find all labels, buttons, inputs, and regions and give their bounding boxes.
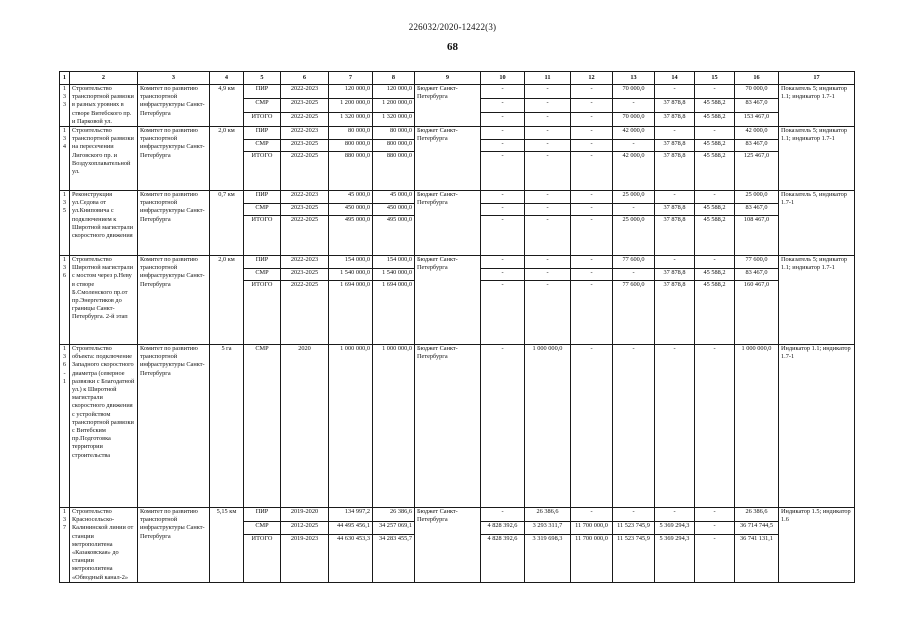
year-amount-cell: - <box>571 152 613 191</box>
year-amount-cell: 25 000,0 <box>735 191 779 204</box>
column-header: 5 <box>244 72 281 85</box>
year-amount-cell: 4 828 392,6 <box>481 535 525 583</box>
year-amount-cell: - <box>655 191 695 204</box>
year-amount-cell: 45 588,2 <box>695 269 735 281</box>
year-amount-cell: - <box>525 256 571 269</box>
year-amount-cell: - <box>481 256 525 269</box>
year-amount-cell: - <box>571 269 613 281</box>
table-row <box>60 85 855 99</box>
estimated-cost-cell: 120 000,0 <box>373 85 415 99</box>
year-amount-cell: - <box>481 281 525 345</box>
year-amount-cell: - <box>571 112 613 126</box>
column-header: 16 <box>735 72 779 85</box>
row-number-cell: 136-1 <box>60 345 70 508</box>
year-amount-cell: - <box>481 85 525 99</box>
funding-source-cell: Бюджет Санкт-Петербурга <box>415 256 481 345</box>
year-amount-cell: - <box>571 256 613 269</box>
year-amount-cell: - <box>481 140 525 152</box>
estimated-cost-cell: 34 283 455,7 <box>373 535 415 583</box>
column-number-row <box>60 72 855 85</box>
year-amount-cell: 1 000 000,0 <box>525 345 571 508</box>
year-amount-cell: 83 467,0 <box>735 269 779 281</box>
year-amount-cell: - <box>481 191 525 204</box>
year-amount-cell: - <box>613 99 655 112</box>
stage-type-cell: ПИР <box>244 256 281 269</box>
period-cell: 2022-2025 <box>281 152 329 191</box>
total-cost-cell: 800 000,0 <box>329 140 373 152</box>
funding-source-cell: Бюджет Санкт-Петербурга <box>415 191 481 256</box>
year-amount-cell: - <box>481 204 525 216</box>
stage-type-cell: ПИР <box>244 191 281 204</box>
funding-source-cell: Бюджет Санкт-Петербурга <box>415 508 481 583</box>
year-amount-cell: 45 588,2 <box>695 112 735 126</box>
year-amount-cell: 3 293 311,7 <box>525 522 571 535</box>
year-amount-cell: 45 588,2 <box>695 152 735 191</box>
year-amount-cell: 83 467,0 <box>735 99 779 112</box>
year-amount-cell: - <box>655 127 695 140</box>
year-amount-cell: 5 369 294,3 <box>655 522 695 535</box>
year-amount-cell: - <box>695 508 735 522</box>
customer-cell: Комитет по развитию транспортной инфраструктуры Санкт-Петербурга <box>138 127 210 191</box>
year-amount-cell: - <box>695 522 735 535</box>
year-amount-cell: 83 467,0 <box>735 204 779 216</box>
period-cell: 2022-2025 <box>281 216 329 256</box>
year-amount-cell: - <box>571 85 613 99</box>
year-amount-cell: - <box>481 269 525 281</box>
year-amount-cell: 37 878,8 <box>655 152 695 191</box>
year-amount-cell: - <box>695 535 735 583</box>
year-amount-cell: - <box>571 99 613 112</box>
year-amount-cell: 5 369 294,3 <box>655 535 695 583</box>
funding-source-cell: Бюджет Санкт-Петербурга <box>415 345 481 508</box>
year-amount-cell: 42 000,0 <box>613 127 655 140</box>
year-amount-cell: - <box>525 127 571 140</box>
year-amount-cell: 25 000,0 <box>613 191 655 204</box>
year-amount-cell: 77 600,0 <box>613 256 655 269</box>
year-amount-cell: - <box>525 85 571 99</box>
total-cost-cell: 134 997,2 <box>329 508 373 522</box>
year-amount-cell: 83 467,0 <box>735 140 779 152</box>
total-cost-cell: 45 000,0 <box>329 191 373 204</box>
year-amount-cell: - <box>613 345 655 508</box>
year-amount-cell: 11 700 000,0 <box>571 522 613 535</box>
period-cell: 2022-2023 <box>281 85 329 99</box>
year-amount-cell: - <box>655 345 695 508</box>
year-amount-cell: 45 588,2 <box>695 140 735 152</box>
object-name-cell: Строительство транспортной развязки на пересечении Лиговского пр. и Воздухоплавательной ул. <box>70 127 138 191</box>
year-amount-cell: 70 000,0 <box>613 112 655 126</box>
estimated-cost-cell: 80 000,0 <box>373 127 415 140</box>
table-row <box>60 191 855 204</box>
period-cell: 2022-2023 <box>281 127 329 140</box>
estimated-cost-cell: 1 200 000,0 <box>373 99 415 112</box>
year-amount-cell: - <box>525 269 571 281</box>
customer-cell: Комитет по развитию транспортной инфраструктуры Санкт-Петербурга <box>138 191 210 256</box>
year-amount-cell: - <box>571 191 613 204</box>
column-header: 3 <box>138 72 210 85</box>
estimated-cost-cell: 154 000,0 <box>373 256 415 269</box>
total-cost-cell: 495 000,0 <box>329 216 373 256</box>
year-amount-cell: - <box>695 345 735 508</box>
stage-type-cell: СМР <box>244 99 281 112</box>
year-amount-cell: - <box>571 345 613 508</box>
year-amount-cell: - <box>571 281 613 345</box>
estimated-cost-cell: 34 257 069,1 <box>373 522 415 535</box>
total-cost-cell: 154 000,0 <box>329 256 373 269</box>
estimated-cost-cell: 800 000,0 <box>373 140 415 152</box>
stage-type-cell: ИТОГО <box>244 152 281 191</box>
column-header: 11 <box>525 72 571 85</box>
year-amount-cell: 42 000,0 <box>735 127 779 140</box>
year-amount-cell: - <box>525 99 571 112</box>
table-row <box>60 508 855 522</box>
year-amount-cell: 153 467,0 <box>735 112 779 126</box>
column-header: 10 <box>481 72 525 85</box>
year-amount-cell: 45 588,2 <box>695 99 735 112</box>
estimated-cost-cell: 1 694 000,0 <box>373 281 415 345</box>
year-amount-cell: - <box>525 191 571 204</box>
year-amount-cell: 42 000,0 <box>613 152 655 191</box>
year-amount-cell: 11 523 745,9 <box>613 522 655 535</box>
period-cell: 2023-2025 <box>281 269 329 281</box>
year-amount-cell: 36 714 744,5 <box>735 522 779 535</box>
period-cell: 2022-2023 <box>281 191 329 204</box>
object-name-cell: Строительство Красносельско-Калининской линии от станции метрополитена «Казаковская» до станции метрополитена «Обводный канал-2» <box>70 508 138 583</box>
year-amount-cell: 77 600,0 <box>735 256 779 269</box>
object-name-cell: Строительство Широтной магистрали с мостом через р.Неву в створе Б.Смоленского пр.от пр.Энергетиков до границы Санкт-Петербурга. 2-й этап <box>70 256 138 345</box>
year-amount-cell: 36 741 131,1 <box>735 535 779 583</box>
period-cell: 2023-2025 <box>281 204 329 216</box>
indicator-cell: Индикатор 1.1; индикатор 1.7-1 <box>779 345 855 508</box>
indicator-cell: Показатель 5, индикатор 1.7-1 <box>779 191 855 256</box>
column-header: 2 <box>70 72 138 85</box>
capacity-cell: 4,9 км <box>210 85 244 127</box>
year-amount-cell: - <box>481 112 525 126</box>
year-amount-cell: - <box>695 127 735 140</box>
total-cost-cell: 120 000,0 <box>329 85 373 99</box>
stage-type-cell: СМР <box>244 140 281 152</box>
table-row <box>60 345 855 508</box>
year-amount-cell: - <box>525 281 571 345</box>
column-header: 4 <box>210 72 244 85</box>
row-number-cell: 133 <box>60 85 70 127</box>
year-amount-cell: 70 000,0 <box>735 85 779 99</box>
total-cost-cell: 1 540 000,0 <box>329 269 373 281</box>
capacity-cell: 2,0 км <box>210 127 244 191</box>
year-amount-cell: - <box>571 216 613 256</box>
period-cell: 2019-2020 <box>281 508 329 522</box>
customer-cell: Комитет по развитию транспортной инфраструктуры Санкт-Петербурга <box>138 85 210 127</box>
year-amount-cell: - <box>525 140 571 152</box>
estimated-cost-cell: 880 000,0 <box>373 152 415 191</box>
year-amount-cell: - <box>613 140 655 152</box>
total-cost-cell: 80 000,0 <box>329 127 373 140</box>
year-amount-cell: 125 467,0 <box>735 152 779 191</box>
year-amount-cell: - <box>481 152 525 191</box>
year-amount-cell: 77 600,0 <box>613 281 655 345</box>
funding-source-cell: Бюджет Санкт-Петербурга <box>415 127 481 191</box>
capacity-cell: 5 га <box>210 345 244 508</box>
period-cell: 2020 <box>281 345 329 508</box>
stage-type-cell: СМР <box>244 204 281 216</box>
year-amount-cell: 45 588,2 <box>695 281 735 345</box>
year-amount-cell: 37 878,8 <box>655 204 695 216</box>
stage-type-cell: СМР <box>244 345 281 508</box>
year-amount-cell: 45 588,2 <box>695 216 735 256</box>
customer-cell: Комитет по развитию транспортной инфраструктуры Санкт-Петербурга <box>138 256 210 345</box>
period-cell: 2023-2025 <box>281 99 329 112</box>
stage-type-cell: ИТОГО <box>244 112 281 126</box>
year-amount-cell: - <box>571 127 613 140</box>
indicator-cell: Индикатор 1.5; индикатор 1.6 <box>779 508 855 583</box>
funding-source-cell: Бюджет Санкт-Петербурга <box>415 85 481 127</box>
stage-type-cell: СМР <box>244 522 281 535</box>
total-cost-cell: 1 200 000,0 <box>329 99 373 112</box>
stage-type-cell: ИТОГО <box>244 535 281 583</box>
year-amount-cell: - <box>655 256 695 269</box>
indicator-cell: Показатель 5; индикатор 1.1; индикатор 1.7-1 <box>779 85 855 127</box>
year-amount-cell: 37 878,8 <box>655 99 695 112</box>
column-header: 9 <box>415 72 481 85</box>
year-amount-cell: 1 000 000,0 <box>735 345 779 508</box>
object-name-cell: Строительство транспортной развязки в разных уровнях в створе Витебского пр. и Парковой ул. <box>70 85 138 127</box>
year-amount-cell: 26 386,6 <box>525 508 571 522</box>
object-name-cell: Реконструкция ул.Седова от ул.Книповича с подключением к Широтной магистрали скоростного движения <box>70 191 138 256</box>
total-cost-cell: 450 000,0 <box>329 204 373 216</box>
column-header: 13 <box>613 72 655 85</box>
year-amount-cell: - <box>571 140 613 152</box>
stage-type-cell: ПИР <box>244 85 281 99</box>
column-header: 17 <box>779 72 855 85</box>
indicator-cell: Показатель 5; индикатор 1.1; индикатор 1.7-1 <box>779 127 855 191</box>
table-row <box>60 256 855 269</box>
capacity-cell: 0,7 км <box>210 191 244 256</box>
table-row <box>60 127 855 140</box>
estimated-cost-cell: 26 386,6 <box>373 508 415 522</box>
column-header: 14 <box>655 72 695 85</box>
total-cost-cell: 1 694 000,0 <box>329 281 373 345</box>
year-amount-cell: - <box>481 216 525 256</box>
year-amount-cell: - <box>695 85 735 99</box>
year-amount-cell: 45 588,2 <box>695 204 735 216</box>
year-amount-cell: 160 467,0 <box>735 281 779 345</box>
indicator-cell: Показатель 5; индикатор 1.1; индикатор 1.7-1 <box>779 256 855 345</box>
stage-type-cell: ПИР <box>244 508 281 522</box>
year-amount-cell: 3 319 698,3 <box>525 535 571 583</box>
year-amount-cell: - <box>655 85 695 99</box>
year-amount-cell: - <box>525 216 571 256</box>
estimated-cost-cell: 1 540 000,0 <box>373 269 415 281</box>
document-id: 226032/2020-12422(3) <box>408 22 497 32</box>
year-amount-cell: 37 878,8 <box>655 112 695 126</box>
customer-cell: Комитет по развитию транспортной инфраструктуры Санкт-Петербурга <box>138 508 210 583</box>
year-amount-cell: 25 000,0 <box>613 216 655 256</box>
period-cell: 2022-2025 <box>281 112 329 126</box>
row-number-cell: 136 <box>60 256 70 345</box>
total-cost-cell: 880 000,0 <box>329 152 373 191</box>
stage-type-cell: СМР <box>244 269 281 281</box>
year-amount-cell: - <box>613 508 655 522</box>
column-header: 12 <box>571 72 613 85</box>
year-amount-cell: 11 523 745,9 <box>613 535 655 583</box>
year-amount-cell: 37 878,8 <box>655 269 695 281</box>
total-cost-cell: 1 320 000,0 <box>329 112 373 126</box>
estimated-cost-cell: 450 000,0 <box>373 204 415 216</box>
year-amount-cell: 4 828 392,6 <box>481 522 525 535</box>
estimated-cost-cell: 45 000,0 <box>373 191 415 204</box>
year-amount-cell: - <box>613 269 655 281</box>
year-amount-cell: 11 700 000,0 <box>571 535 613 583</box>
total-cost-cell: 1 000 000,0 <box>329 345 373 508</box>
estimated-cost-cell: 495 000,0 <box>373 216 415 256</box>
capacity-cell: 2,0 км <box>210 256 244 345</box>
period-cell: 2012-2025 <box>281 522 329 535</box>
stage-type-cell: ИТОГО <box>244 216 281 256</box>
capacity-cell: 5,15 км <box>210 508 244 583</box>
year-amount-cell: - <box>571 204 613 216</box>
column-header: 15 <box>695 72 735 85</box>
year-amount-cell: - <box>481 127 525 140</box>
stage-type-cell: ИТОГО <box>244 281 281 345</box>
program-table <box>59 71 855 583</box>
total-cost-cell: 44 630 453,3 <box>329 535 373 583</box>
row-number-cell: 137 <box>60 508 70 583</box>
year-amount-cell: - <box>481 99 525 112</box>
period-cell: 2022-2023 <box>281 256 329 269</box>
estimated-cost-cell: 1 320 000,0 <box>373 112 415 126</box>
year-amount-cell: 26 386,6 <box>735 508 779 522</box>
year-amount-cell: - <box>695 256 735 269</box>
year-amount-cell: - <box>695 191 735 204</box>
year-amount-cell: 108 467,0 <box>735 216 779 256</box>
row-number-cell: 135 <box>60 191 70 256</box>
year-amount-cell: - <box>571 508 613 522</box>
estimated-cost-cell: 1 000 000,0 <box>373 345 415 508</box>
year-amount-cell: 37 878,8 <box>655 216 695 256</box>
year-amount-cell: - <box>655 508 695 522</box>
period-cell: 2022-2025 <box>281 281 329 345</box>
year-amount-cell: 37 878,8 <box>655 281 695 345</box>
column-header: 1 <box>60 72 70 85</box>
total-cost-cell: 44 495 456,1 <box>329 522 373 535</box>
year-amount-cell: - <box>525 152 571 191</box>
year-amount-cell: - <box>525 204 571 216</box>
stage-type-cell: ПИР <box>244 127 281 140</box>
column-header: 8 <box>373 72 415 85</box>
page-number: 68 <box>447 41 458 53</box>
year-amount-cell: - <box>481 508 525 522</box>
customer-cell: Комитет по развитию транспортной инфраструктуры Санкт-Петербурга <box>138 345 210 508</box>
year-amount-cell: - <box>525 112 571 126</box>
row-number-cell: 134 <box>60 127 70 191</box>
year-amount-cell: - <box>613 204 655 216</box>
year-amount-cell: - <box>481 345 525 508</box>
column-header: 6 <box>281 72 329 85</box>
period-cell: 2019-2023 <box>281 535 329 583</box>
year-amount-cell: 70 000,0 <box>613 85 655 99</box>
column-header: 7 <box>329 72 373 85</box>
year-amount-cell: 37 878,8 <box>655 140 695 152</box>
period-cell: 2023-2025 <box>281 140 329 152</box>
object-name-cell: Строительство объекта: подключение Западного скоростного диаметра (северное развязки с Благодатной ул.) к Широтной магистрали скоростного движения с устройством транспортной развязки с Витебским пр.Подготовка территории строительства <box>70 345 138 508</box>
